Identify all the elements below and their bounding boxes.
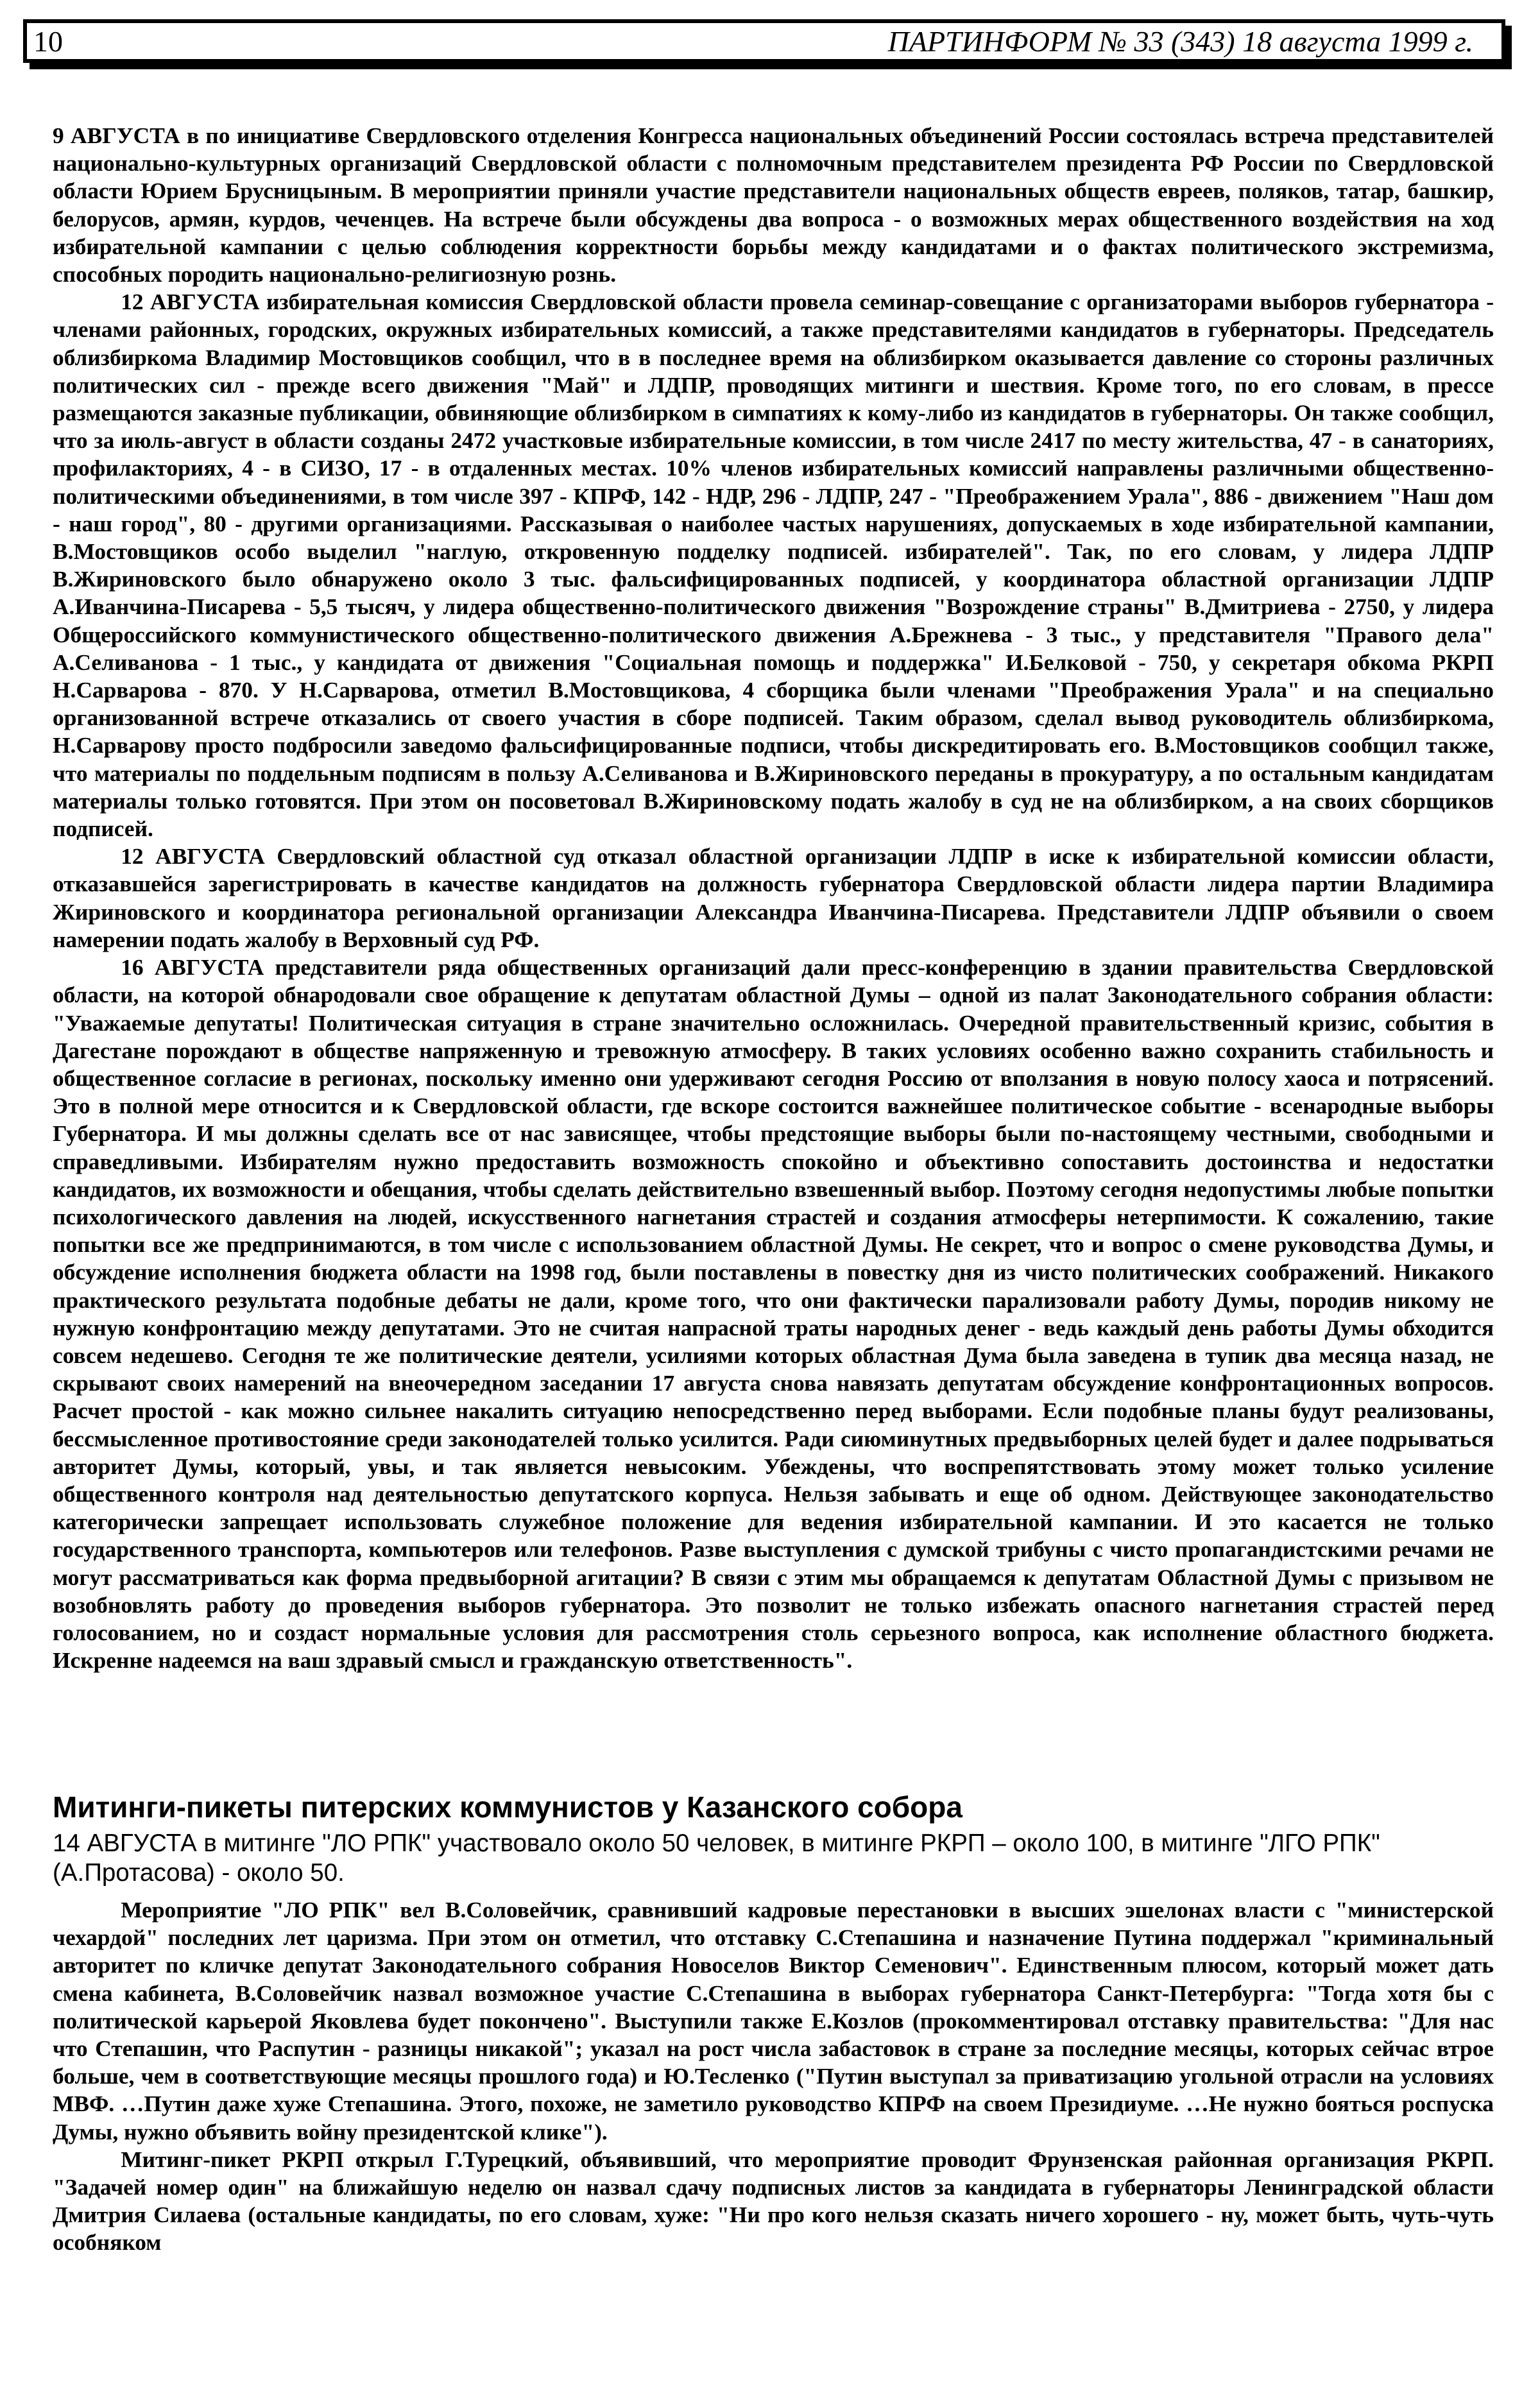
news-date: 12 АВГУСТА — [121, 843, 265, 870]
page-number: 10 — [33, 24, 63, 58]
news-column — [53, 122, 1494, 1674]
section-lead: 14 АВГУСТА в митинге "ЛО РПК" участвовало около 50 человек, в митинге РКРП – около 100, в митинге "ЛГО РПК" (А.Протасова) - около 50. — [53, 1829, 1380, 1887]
news-item — [53, 122, 1494, 288]
section-paragraph: Митинг-пикет РКРП открыл Г.Турецкий, объявивший, что мероприятие проводит Фрунзенская районная организация РКРП. "Задачей номер один" на ближайшую неделю он назвал сдачу подписных листов за кандидата в губернаторы Ленинградской области Дмитрия Силаева (остальные кандидаты, по его словам, хуже: "Ни про кого нельзя сказать ничего хорошего - ну, может быть, чуть-чуть особняком — [53, 2146, 1494, 2256]
section-body — [53, 1896, 1494, 2257]
page-header — [23, 19, 1505, 63]
section-paragraph: Мероприятие "ЛО РПК" вел В.Соловейчик, сравнивший кадровые перестановки в высших эшелонах власти с "министерской чехардой" последних лет царизма. При этом он отметил, что отставку С.Степашина и назначение Путина поддержал "криминальный авторитет по кличке депутат Законодательного собрания Новоселов Виктор Семенович". Единственным плюсом, который может дать смена кабинета, В.Соловейчик назвал возможное участие С.Степашина в выборах губернатора Санкт-Петербурга: "Тогда хотя бы с политической карьерой Яковлева будет покончено". Выступили также Е.Козлов (прокомментировал отставку правительства: "Для нас что Степашин, что Распутин - разницы никакой"; указал на рост числа забастовок в стране за последние месяцы, которых сейчас втрое больше, чем в соответствующие месяцы прошлого года) и Ю.Тесленко ("Путин выступал за приватизацию угольной отрасли на условиях МВФ. …Путин даже хуже Степашина. Этого, похоже, не заметило руководство КПРФ на своем Президиуме. …Не нужно бояться роспуска Думы, нужно объявить войну президентской клике"). — [53, 1897, 1494, 2145]
news-text: Свердловский областной суд отказал областной организации ЛДПР в иске к избирательной комиссии области, отказавшейся зарегистрировать в качестве кандидатов на должность губернатора Свердловской области лидера партии Владимира Жириновского и координатора региональной организации Александра Иванчина-Писарева. Представители ЛДПР объявили о своем намерении подать жалобу в Верховный суд РФ. — [53, 843, 1494, 952]
news-text: избирательная комиссия Свердловской области провела семинар-совещание с организаторами выборов губернатора - членами районных, городских, окружных избирательных комиссий, а также представителями кандидатов в губернаторы. Председатель облизбиркома Владимир Мостовщиков сообщил, что в в последнее время на облизбирком оказывается давление со стороны различных политических сил - прежде всего движения "Май" и ЛДПР, проводящих митинги и шествия. Кроме того, по его словам, в прессе размещаются заказные публикации, обвиняющие облизбирком в симпатиях к кому-либо из кандидатов в губернаторы. Он также сообщил, что за июль-август в области созданы 2472 участковые избирательные комиссии, в том числе 2417 по месту жительства, 47 - в санаториях, профилакториях, 4 - в СИЗО, 17 - в отдаленных местах. 10% членов избирательных комиссий направлены различными общественно-политическими объединениями, в том числе 397 - КПРФ, 142 - НДР, 296 - ЛДПР, 247 - "Преображением Урала", 886 - движением "Наш дом - наш город", 80 - другими организациями. Рассказывая о наиболее частых нарушениях, допускаемых в ходе избирательной кампании, В.Мостовщиков особо выделил "наглую, откровенную подделку подписей. избирателей". Так, по его словам, у лидера ЛДПР В.Жириновского было обнаружено около 3 тыс. фальсифицированных подписей, у координатора областной организации ЛДПР А.Иванчина-Писарева - 5,5 тысяч, у лидера общественно-политического движения "Возрождение страны" В.Дмитриева - 2750, у лидера Общероссийского коммунистического общественно-политического движения А.Брежнева - 3 тыс., у представителя "Правого дела" А.Селиванова - 1 тыс., у кандидата от движения "Социальная помощь и поддержка" И.Белковой - 750, у секретаря обкома РКРП Н.Сарварова - 870. У Н.Сарварова, отметил В.Мостовщикова, 4 сборщика были членами "Преображения Урала" и на специально организованной встрече отказались от своего участия в сборе подписей. Таким образом, сделал вывод руководитель облизбиркома, Н.Сарварову просто подбросили заведомо фальсифицированные подписи, чтобы дискредитировать его. В.Мостовщиков сообщил также, что материалы по поддельным подписям в пользу А.Селиванова и В.Жириновского переданы в прокуратуру, а по остальным кандидатам материалы только готовятся. При этом он посоветовал В.Жириновскому подать жалобу в суд не на облизбирком, а на своих сборщиков подписей. — [53, 289, 1494, 842]
news-date: 12 АВГУСТА — [121, 289, 260, 315]
news-text: в по инициативе Свердловского отделения Конгресса национальных объединений России состоялась встреча представителей национально-культурных организаций Свердловской области с полномочным представителем президента РФ России по Свердловской области Юрием Брусницыным. В мероприятии приняли участие представители национальных обществ евреев, поляков, татар, башкир, белорусов, армян, курдов, чеченцев. На встрече были обсуждены два вопроса - о возможных мерах общественного воздействия на ход избирательной кампании с целью соблюдения корректности борьбы между кандидатами и о фактах политического экстремизма, способных породить национально-религиозную рознь. — [53, 123, 1494, 287]
news-date: 16 АВГУСТА — [121, 954, 264, 981]
news-item — [53, 288, 1494, 843]
news-date: 9 АВГУСТА — [53, 123, 180, 148]
section-title: Митинги-пикеты питерских коммунистов у Казанского собора — [53, 1790, 963, 1824]
news-item — [53, 843, 1494, 954]
issue-title: ПАРТИНФОРМ № 33 (343) 18 августа 1999 г. — [887, 24, 1473, 58]
news-text: представители ряда общественных организаций дали пресс-конференцию в здании правительства Свердловской области, на которой обнародовали свое обращение к депутатам областной Думы – одной из палат Законодательного собрания области: "Уважаемые депутаты! Политическая ситуация в стране значительно осложнилась. Очередной правительственный кризис, события в Дагестане порождают в обществе напряженную и тревожную атмосферу. В таких условиях особенно важно сохранить стабильность и общественное согласие в регионах, поскольку именно они удерживают сегодня Россию от вползания в новую полосу хаоса и потрясений. Это в полной мере относится и к Свердловской области, где вскоре состоится важнейшее политическое событие - всенародные выборы Губернатора. И мы должны сделать все от нас зависящее, чтобы предстоящие выборы были по-настоящему честными, свободными и справедливыми. Избирателям нужно предоставить возможность спокойно и объективно сопоставить достоинства и недостатки кандидатов, их возможности и обещания, чтобы сделать действительно взвешенный выбор. Поэтому сегодня недопустимы любые попытки психологического давления на людей, искусственного нагнетания страстей и создания атмосферы нетерпимости. К сожалению, такие попытки все же предпринимаются, в том числе с использованием областной Думы. Не секрет, что и вопрос о смене руководства Думы, и обсуждение исполнения бюджета области на 1998 год, были поставлены в повестку дня из чисто политических соображений. Никакого практического результата подобные дебаты не дали, кроме того, что они фактически парализовали работу Думы, породив никому не нужную конфронтацию между депутатами. Это не считая напрасной траты народных денег - ведь каждый день работы Думы обходится совсем недешево. Сегодня те же политические деятели, усилиями которых областная Дума была заведена в тупик два месяца назад, не скрывают своих намерений на внеочередном заседании 17 августа снова навязать депутатам обсуждение конфронтационных вопросов. Расчет простой - как можно сильнее накалить ситуацию непосредственно перед выборами. Если подобные планы будут реализованы, бессмысленное противостояние среди законодателей только усилится. Ради сиюминутных предвыборных целей будет и далее подрываться авторитет Думы, который, увы, и так является невысоким. Убеждены, что воспрепятствовать этому может только усиление общественного контроля над деятельностью депутатского корпуса. Нельзя забывать и еще об одном. Действующее законодательство категорически запрещает использовать служебное положение для ведения избирательной кампании. И это касается не только государственного транспорта, компьютеров или телефонов. Разве выступления с думской трибуны с чисто пропагандистскими речами не могут рассматриваться как форма предвыборной агитации? В связи с этим мы обращаемся к депутатам Областной Думы с призывом не возобновлять работу до проведения выборов губернатора. Это позволит не только избежать опасного нагнетания страстей перед голосованием, но и создаст нормальные условия для рассмотрения столь серьезного вопроса, как исполнение областного бюджета. Искренне надеемся на ваш здравый смысл и гражданскую ответственность". — [53, 954, 1494, 1674]
news-item — [53, 954, 1494, 1674]
